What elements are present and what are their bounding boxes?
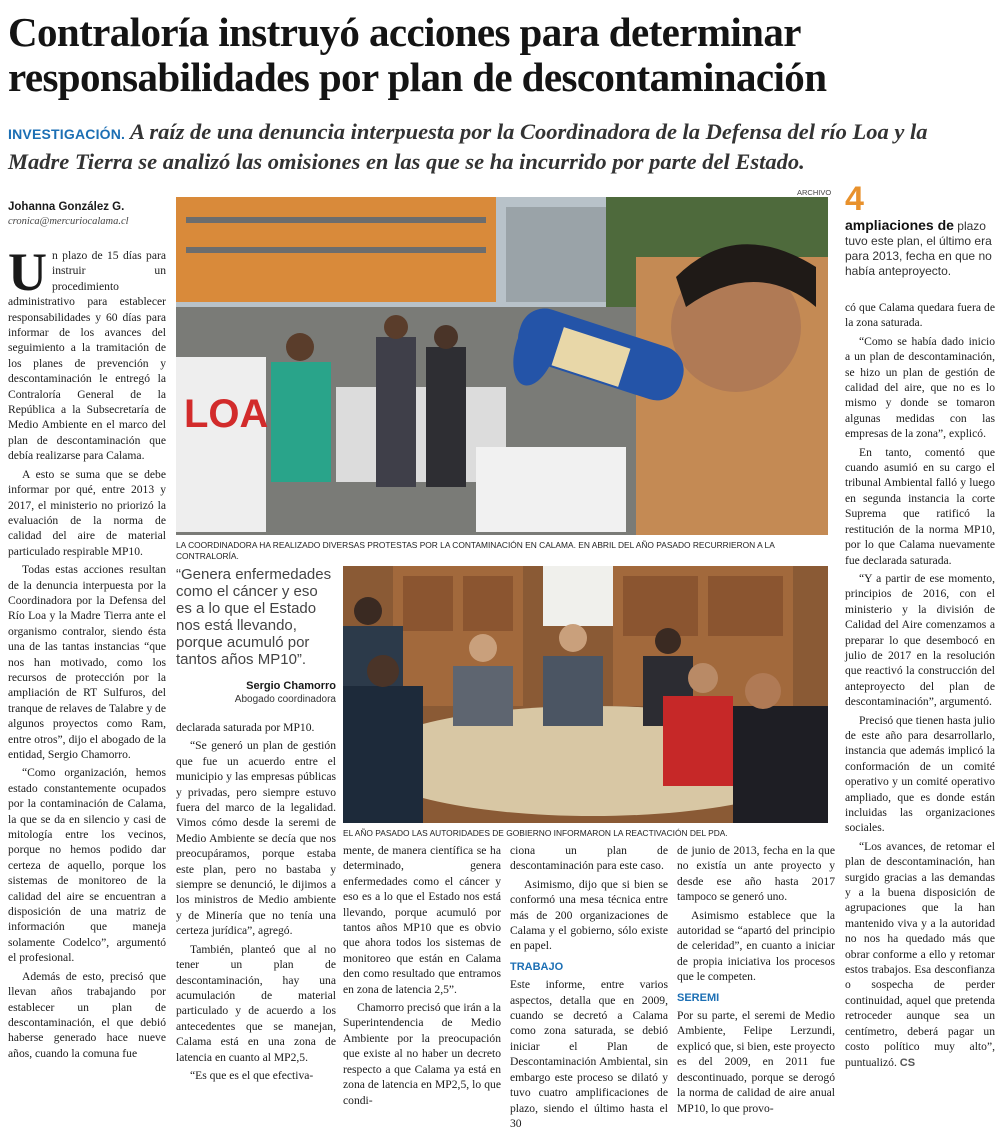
paragraph: Todas estas acciones resultan de la denuncia interpuesta por la Coordinadora por la Defensa del Río Loa y la Madre Tierra ante el organismo contralor, siendo ésta una de las tantas instancias “que nos han motivado, como los recursos de protección por la ampliación de RT Sulfuros, del tranque de relaves de Talabre y de algunos proyectos como Ram, entre otros”, dijo el abogado de la entidad, Sergio Chamorro. xyxy=(8,563,166,761)
fact-box xyxy=(845,182,995,279)
paragraph: “Como organización, hemos estado constantemente ocupados por la contaminación de Calama, la que se da en silencio y casi de mitología entre los vecinos, porque no hemos podido dar certeza de aquello, porque los sistemas de monitoreo de la calidad del aire se encuentran a disposición de una matriz de información que maneja solamente Codelco”, argumentó el profesional. xyxy=(8,766,166,965)
byline xyxy=(8,201,168,227)
headline xyxy=(8,10,993,100)
column-2 xyxy=(176,720,336,1086)
paragraph: “Como se había dado inicio a un plan de descontaminación, se hizo un plan de gestión de calidad del aire, que no es lo mismo y donde se tomaron algunas medidas con las empresas de la zona”, explicó. xyxy=(845,334,995,441)
paragraph: “Es que es el que efectiva- xyxy=(190,1068,314,1082)
column-6 xyxy=(845,300,995,1074)
paragraph: có que Calama quedara fuera de la zona saturada. xyxy=(845,301,995,330)
quote-role: Abogado coordinadora xyxy=(234,694,336,705)
paragraph: Chamorro precisó que irán a la Superintendencia de Medio Ambiente por la preocupación que existe al no haber un decreto respecto a que Calama ya está en zona de latencia en MP2,5, lo que condi- xyxy=(343,1001,501,1107)
paragraph: “Se generó un plan de gestión que fue un acuerdo entre el municipio y las empresas públicas y privadas, pero siempre estuvo fuera del marco de la legalidad. Vimos cómo desde la seremi de Medio Ambiente se decía que nos preocupáramos, porque estaba este plan, pero no bastaba y siempre se denunció, le dijimos a los ministros de Medio ambiente y de Minería que no tenía una certeza jurídica”, agregó. xyxy=(176,739,336,938)
headline-line-2: responsabilidades por plan de descontaminación xyxy=(8,54,827,100)
drop-cap: U xyxy=(8,242,47,302)
deck-text: A raíz de una denuncia interpuesta por la Coordinadora de la Defensa del río Loa y la Madre Tierra se analizó las omisiones en las que se ha incurrido por parte del Estado. xyxy=(8,119,928,174)
photo-credit: ARCHIVO xyxy=(797,188,832,197)
paragraph: “Los avances, de retomar el plan de descontaminación, han surgido gracias a las demandas y a la buena disposición de agrupaciones que la han mantenido viva y a la autoridad no nos ha quedado más que obrar conforme a ello y retomar estos trabajos. Esa desconfianza o sospecha de perder continuidad, aquel que pretenda retroceder aunque sea un centímetro, deberá pagar un costo político muy alto”, puntualizó. CS xyxy=(845,839,995,1069)
paragraph: declarada saturada por MP10. xyxy=(176,721,315,734)
column-4 xyxy=(510,843,668,1134)
paragraph: Por su parte, el seremi de Medio Ambiente, Felipe Lerzundi, explicó que, si bien, este proyecto es del 2009, en 2011 fue descontinuado, porque se derogó la norma de calidad de aire anual MP10, lo que provo- xyxy=(677,1009,835,1115)
paragraph: mente, de manera científica se ha determinado, genera enfermedades como el cáncer y eso es a lo que el Estado nos está llevando, porque acumuló por tantos años MP10 que es obvio que ahora todos los sistemas de monitoreo que están en Calama den como resultado que entramos en zona de latencia 2,5”. xyxy=(343,844,501,996)
pull-quote: “Genera enfermedades como el cáncer y eso es a lo que el Estado nos está llevando, porque acumuló por tantos años MP10”. xyxy=(176,566,332,668)
paragraph: de junio de 2013, fecha en la que no existía un ante proyecto y desde ese año hasta 2017 tampoco se generó uno. xyxy=(677,844,835,904)
top-photo-caption: LA COORDINADORA HA REALIZADO DIVERSAS PROTESTAS POR LA CONTAMINACIÓN EN CALAMA. EN ABRIL DEL AÑO PASADO RECURRIERON A LA CONTRALORÍA. xyxy=(176,540,775,561)
protest-photo xyxy=(176,197,828,535)
paragraph: Este informe, entre varios aspectos, detalla que en 2009, cuando se decretó a Calama como zona saturada, se debió iniciar el Plan de Descontaminación Ambiental, sin embargo este proceso se dilató y tuvo cuatro amplificaciones de plazo, siendo el último hasta el 30 xyxy=(510,978,668,1130)
column-5 xyxy=(677,843,835,1119)
fact-number: 4 xyxy=(845,180,864,218)
paragraph: A esto se suma que se debe informar por qué, entre 2013 y 2017, el ministerio no priorizó la evaluación de la norma de calidad del aire de material particulado respirable MP10. xyxy=(8,467,166,558)
paragraph: “Y a partir de ese momento, principios de 2016, con el ministerio y la división de Calidad del Aire comenzamos a preparar lo que desembocó en julio de 2017 en la resolución que reactivó la construcción del anteproyecto del plan de descontaminación”, argumentó. xyxy=(845,571,995,709)
headline-line-1: Contraloría instruyó acciones para determinar xyxy=(8,9,801,55)
paragraph: También, planteó que al no tener un plan de descontaminación, hay una acumulación de material particulado y de acuerdo a los antecedentes que se manejan, Calama está en una zona de latencia en cuanto al MP2,5. xyxy=(176,942,336,1064)
fact-highlight: ampliaciones de xyxy=(845,217,954,233)
column-1 xyxy=(8,242,166,1064)
meeting-illustration xyxy=(343,566,828,823)
protest-illustration xyxy=(176,197,828,535)
author-name: Johanna González G. xyxy=(8,201,125,213)
paragraph: En tanto, comentó que cuando asumió en su cargo el tribunal Ambiental falló y luego en segunda instancia la corte Suprema que ratificó la restitución de la norma MP10, por lo que Calama nuevamente fue declarada saturada. xyxy=(845,445,995,567)
paragraph: Además de esto, precisó que llevan años trabajando por establecer un plan de descontaminación, el que debió haberse generado hace nueve años, cuando la comuna fue xyxy=(8,969,166,1060)
bottom-photo-caption: EL AÑO PASADO LAS AUTORIDADES DE GOBIERNO INFORMARON LA REACTIVACIÓN DEL PDA. xyxy=(343,828,728,838)
subheading-seremi: SEREMI xyxy=(677,991,720,1004)
end-mark: CS xyxy=(899,1056,916,1069)
deck xyxy=(8,118,993,176)
subheading-trabajo: TRABAJO xyxy=(510,960,564,973)
banner-text: LOA xyxy=(184,392,269,436)
quote-author: Sergio Chamorro xyxy=(246,680,336,692)
column-3 xyxy=(343,843,501,1111)
paragraph: Un plazo de 15 días para instruir un procedimiento administrativo para establecer responsabilidades y 60 días para informar de los avances del seguimiento a la tramitación de los planes de prevención y descontaminación le entregó la Contraloría General de la República a la Subsecretaría de Medio Ambiente en el marco del plan de descontaminación que debía realizarse para Calama. xyxy=(8,242,166,463)
author-email: cronica@mercuriocalama.cl xyxy=(8,216,129,227)
fact-text: ampliaciones de plazo tuvo este plan, el último era para 2013, fecha en que no había anteproyecto. xyxy=(845,217,992,278)
pull-quote-attribution xyxy=(176,680,336,705)
paragraph: Asimismo, dijo que si bien se conformó una mesa técnica entre más de 200 organizaciones de Calama y el gobierno, sólo existe en papel. xyxy=(510,877,668,953)
paragraph: Precisó que tienen hasta julio de este año para desarrollarlo, instancia que además implicó la conformación de un comité operativo y un comité operativo ampliado, que es donde están incluidas las organizaciones sociales. xyxy=(845,713,995,835)
paragraph: Asimismo establece que la autoridad se “apartó del principio de celeridad”, en cuanto a iniciar de propia iniciativa los procesos que le competen. xyxy=(677,908,835,984)
paragraph: ciona un plan de descontaminación para este caso. xyxy=(510,844,668,873)
kicker: INVESTIGACIÓN. xyxy=(8,126,126,142)
meeting-photo xyxy=(343,566,828,823)
